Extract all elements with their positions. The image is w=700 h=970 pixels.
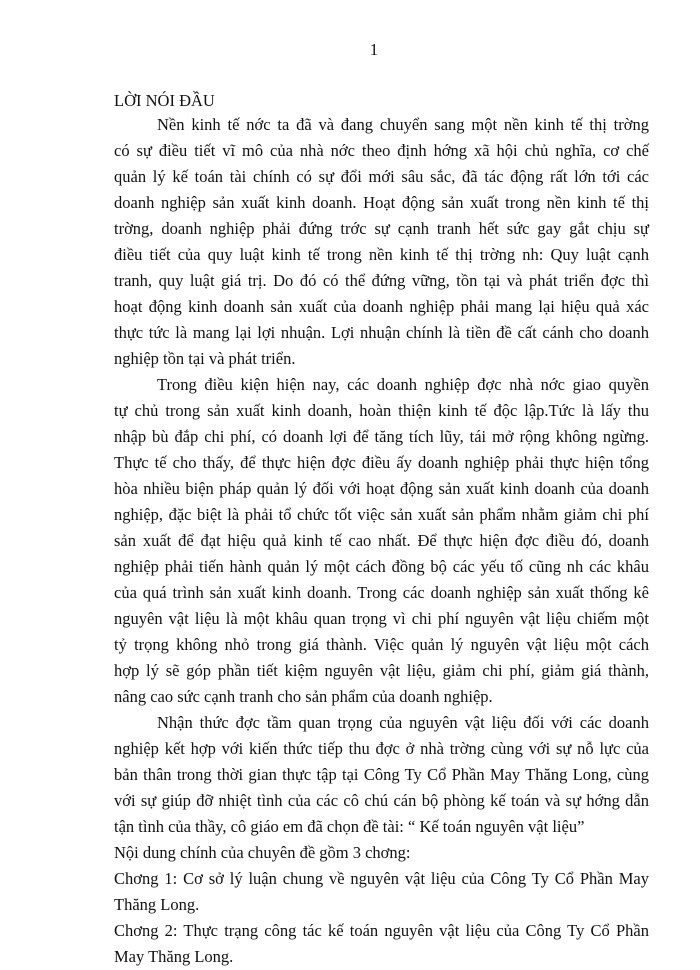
document-heading: LỜI NÓI ĐẦU xyxy=(114,91,215,110)
text-line: May Thăng Long. xyxy=(114,947,234,966)
text-line: Nền kinh tế nớc ta đã và đang chuyển sang một nền kinh tế thị trờng xyxy=(157,115,649,134)
text-line: hợp lý sẽ góp phần tiết kiệm nguyên vật liệu, giảm chi phí, giảm giá thành, xyxy=(114,661,649,680)
paragraph xyxy=(114,918,649,970)
text-line: nâng cao sức cạnh tranh cho sản phẩm của doanh nghiệp. xyxy=(114,687,493,706)
text-line: nghiệp tồn tại và phát triển. xyxy=(114,349,296,368)
text-line: doanh nghiệp sản xuất kinh doanh. Hoạt động sản xuất trong nền kinh tế thị xyxy=(114,193,649,212)
paragraph xyxy=(114,840,649,866)
text-line: bản thân trong thời gian thực tập tại Công Ty Cổ Phần May Thăng Long, cùng xyxy=(114,765,649,784)
paragraph xyxy=(114,372,649,710)
text-line: tỷ trọng không nhỏ trong giá thành. Việc quản lý nguyên vật liệu một cách xyxy=(114,635,649,654)
text-line: tận tình của thầy, cô giáo em đã chọn đề tài: “ Kế toán nguyên vật liệu” xyxy=(114,817,585,836)
text-line: tự chủ trong sản xuất kinh doanh, hoàn thiện kinh tế độc lập.Tức là lấy thu xyxy=(114,401,649,420)
text-line: nguyên vật liệu là một khâu quan trọng vì chi phí nguyên vật liệu chiếm một xyxy=(114,609,649,628)
text-line: Thực tế cho thấy, để thực hiện đợc điều ấy doanh nghiệp phải thực hiện tổng xyxy=(114,453,649,472)
text-line: Nội dung chính của chuyên đề gồm 3 chơng: xyxy=(114,843,411,862)
text-line: của quá trình sản xuất kinh doanh. Trong các doanh nghiệp sản xuất thống kê xyxy=(114,583,649,602)
text-line: trờng, doanh nghiệp phải đứng trớc sự cạnh tranh hết sức gay gắt chịu sự xyxy=(114,219,649,238)
text-line: điều tiết của quy luật kinh tế trong nền kinh tế thị trờng nh: Quy luật cạnh xyxy=(114,245,649,264)
text-line: Chơng 2: Thực trạng công tác kế toán nguyên vật liệu của Công Ty Cổ Phần xyxy=(114,921,649,940)
text-line: quản lý kế toán tài chính có sự đổi mới sâu sắc, đã tác động rất lớn tới các xyxy=(114,167,649,186)
text-line: Trong điều kiện hiện nay, các doanh nghiệp đợc nhà nớc giao quyền xyxy=(157,375,649,394)
paragraph xyxy=(114,866,649,918)
text-line: nghiệp, đặc biệt là phải tổ chức tốt việc sản xuất sản phẩm nhằm giảm chi phí xyxy=(114,505,649,524)
text-line: hòa nhiều biện pháp quản lý đối với hoạt động sản xuất kinh doanh của doanh xyxy=(114,479,649,498)
text-line: hoạt động kinh doanh sản xuất của doanh nghiệp phải mang lại hiệu quả xác xyxy=(114,297,649,316)
document-body xyxy=(114,90,649,970)
text-line: thực tức là mang lại lợi nhuận. Lợi nhuận chính là tiền đề cất cánh cho doanh xyxy=(114,323,649,342)
text-line: nghiệp kết hợp với kiến thức tiếp thu đợc ở nhà trờng cùng với sự nỗ lực của xyxy=(114,739,649,758)
page-number: 1 xyxy=(369,40,379,59)
paragraph xyxy=(114,710,649,840)
text-line: Chơng 1: Cơ sở lý luận chung về nguyên vật liệu của Công Ty Cổ Phần May xyxy=(114,869,649,888)
text-line: Nhận thức đợc tầm quan trọng của nguyên vật liệu đối với các doanh xyxy=(157,713,649,732)
paragraphs-container xyxy=(114,112,649,970)
text-line: Thăng Long. xyxy=(114,895,200,914)
text-line: nghiệp phải tiến hành quản lý một cách đồng bộ các yếu tố cũng nh các khâu xyxy=(114,557,649,576)
text-line: sản xuất để đạt hiệu quả kinh tế cao nhất. Để thực hiện đợc điều đó, doanh xyxy=(114,531,649,550)
text-line: nhập bù đắp chi phí, có doanh lợi để tăng tích lũy, tái mở rộng không ngừng. xyxy=(114,427,649,446)
text-line: với sự giúp đỡ nhiệt tình của các cô chú cán bộ phòng kế toán và sự hớng dẫn xyxy=(114,791,649,810)
text-line: tranh, quy luật giá trị. Do đó có thể đứng vững, tồn tại và phát triển đợc thì xyxy=(114,271,649,290)
paragraph xyxy=(114,112,649,372)
text-line: có sự điều tiết vĩ mô của nhà nớc theo định hớng xã hội chủ nghĩa, cơ chế xyxy=(114,141,649,160)
